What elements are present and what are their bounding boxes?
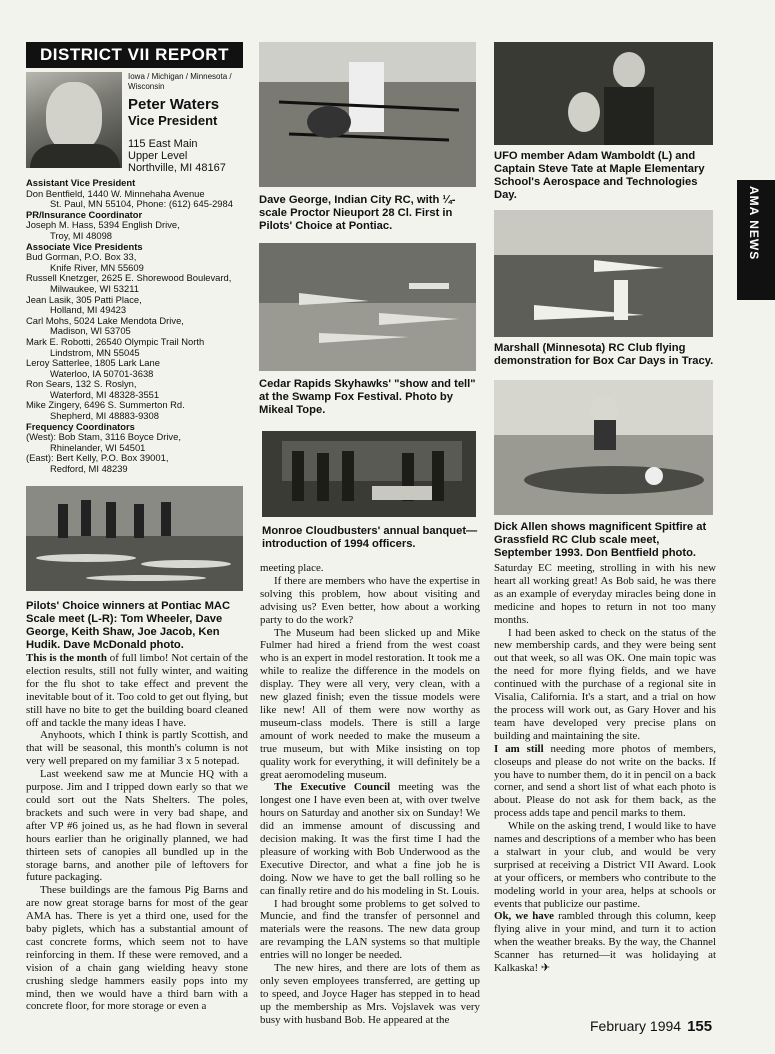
issue-date: February 1994 [590, 1018, 682, 1034]
paragraph-text: Last weekend saw me at Muncie HQ with a purpose. Jim and I tripped down early so that we could sort out the Nats Shelters. The poles, brackets and such were in very bad shape, and after VP #6 joined us, as he had flown in several hours earlier than he originally planned, we had thirteen sets of canopies all bundled up in the storage barns, and another pile of leftovers for future packaging. [26, 768, 248, 884]
paragraph [260, 562, 480, 575]
dick-allen-photo [494, 380, 713, 515]
cedar-rapids-photo [259, 243, 476, 371]
column-2-text [260, 562, 480, 1027]
page-number: 155 [687, 1018, 713, 1035]
page-footer [590, 1018, 712, 1035]
paragraph-text: If there are members who have the expertise in solving this problem, how about visiting and advising us? Even better, how about a working party to do the work? [260, 574, 480, 626]
dave-george-caption: Dave George, Indian City RC, with ¼-scale Proctor Nieuport 28 Cl. First in Pilots' Choice at Pontiac. [259, 194, 456, 232]
pilots-choice-photo [26, 486, 243, 591]
officer-entry: Lindstrom, MN 55045 [50, 346, 140, 358]
region-label: Iowa / Michigan / Minnesota / Wisconsin [128, 72, 232, 91]
officers-list [26, 178, 251, 475]
paragraph-text: rambled through this column, keep flying alive in your mind, and turn it to action when the weather breaks. By the way, the Channel Scanner has returned—it was holidaying at Kalkaska! ✈ [494, 910, 716, 975]
paragraph [260, 962, 480, 1027]
paragraph [26, 884, 248, 1013]
officer-entry: Redford, MI 48239 [50, 463, 128, 475]
paragraph-text: The Museum had been slicked up and Mike Fulmer had hired a friend from the west coast who is an expert in model restoration. It took me a while to realize the difference in the models on display. They were all very, very clean, with a new glazed finish; even the tissue models were like new! All of them were now worthy as museum-class models. There is still a large amount of work needed to make the museum a true museum, but with Mike insisting on top quality work for everything, it will definitely be a great aeromodeling museum. [260, 626, 480, 781]
paragraph-lead: I am still [494, 742, 544, 755]
officer-entry: Rhinelander, WI 54501 [50, 441, 146, 453]
paragraph [260, 781, 480, 897]
dick-allen-caption: Dick Allen shows magnificent Spitfire at Grassfield RC Club scale meet, September 1993. Don Bentfield photo. [494, 521, 707, 559]
paragraph-text: I had been asked to check on the status of the new membership cards, and they were being sent out that week, so all was OK. One main topic was the need for more flying fields, and we have continued with the purchase of a regional site in Visalia, California. It's a start, and a trial on how the process will work out, as Gary Hover and his team have developed very precise plans on building and maintaining the site. [494, 626, 716, 742]
officer-entry: Knife River, MN 55609 [50, 261, 144, 273]
column-3-text [494, 562, 716, 975]
officer-entry: Jean Lasik, 305 Patti Place, [26, 293, 142, 305]
monroe-caption: Monroe Cloudbusters' annual banquet—introduction of 1994 officers. [262, 525, 478, 550]
officer-entry: Shepherd, MI 48883-9308 [50, 410, 159, 422]
officer-entry: Waterloo, IA 50701-3638 [50, 367, 154, 379]
paragraph-lead: The Executive Council [274, 781, 391, 794]
paragraph-text: While on the asking trend, I would like to have names and descriptions of a member who has been a stalwart in your club, and would be very surprised at receiving a District VII Award. Look at your officers, or members who contribute to the modeling world in your area, helps at schools or events that publicize our pastime. [494, 820, 716, 910]
ama-news-side-tab: AMA NEWS [737, 180, 775, 300]
officer-entry: Milwaukee, WI 53211 [50, 282, 139, 294]
officer-entry: Mike Zingery, 6496 S. Summerton Rd. [26, 399, 185, 411]
ufo-caption: UFO member Adam Wamboldt (L) and Captain Steve Tate at Maple Elementary School's Aerospace and Technologies Day. [494, 150, 705, 201]
paragraph-text: The new hires, and there are lots of them as only seven employees transferred, are getting up to speed, and Joyce Hager has stepped in to head up the membership as Mrs. Vojslavek was very busy with husband Bob. He appeared at the [260, 962, 480, 1026]
paragraph [260, 575, 480, 627]
paragraph [26, 768, 248, 884]
vp-name: Peter Waters [128, 96, 220, 113]
paragraph [494, 820, 716, 910]
officer-entry: (West): Bob Stam, 3116 Boyce Drive, [26, 431, 181, 443]
paragraph [260, 898, 480, 963]
paragraph-lead: This is the month [26, 652, 107, 664]
vp-address [128, 138, 226, 174]
paragraph [494, 910, 716, 975]
paragraph-text: I had brought some problems to get solved to Muncie, and find the transfer of personnel and materials were the reasons. The new data group are revamping the LAN systems so that multiple entries will no longer be needed. [260, 897, 480, 962]
paragraph-text: These buildings are the famous Pig Barns and are now great storage barns for most of the gear AMA has. There is yet a third one, used for the baby piglets, which has a substantial amount of cast concrete forms, which seem not to have reinforcing in them. If these were removed, and a vision of a chain gang wielding heavy stone crushing sledge hammers easily pops into my mind, then we would have a third barn with a concrete floor, for more storage or even a [26, 884, 248, 1013]
paragraph [26, 652, 248, 729]
paragraph-text: Anyhoots, which I think is partly Scottish, and that will be seasonal, this month's column is not very well prepared on my familiar 3 x 5 notepad. [26, 729, 248, 768]
marshall-photo [494, 210, 713, 337]
paragraph-text: Saturday EC meeting, strolling in with his new heart all working great! As Bob said, he was there as an example of everyday miracles being done in medicine and hopes to return in not too many months. [494, 562, 716, 626]
officer-entry: Russell Knetzger, 2625 E. Shorewood Boulevard, [26, 272, 232, 284]
officer-entry: Holland, MI 49423 [50, 304, 127, 316]
officer-entry: Troy, MI 48098 [50, 229, 113, 241]
officer-entry: Madison, WI 53705 [50, 325, 131, 337]
address-line: Upper Level [128, 150, 188, 162]
officer-entry: Waterford, MI 48328-3551 [50, 388, 160, 400]
address-line: 115 East Main [128, 138, 198, 150]
vp-portrait-photo [26, 72, 122, 168]
paragraph-lead: Ok, we have [494, 910, 555, 923]
officer-entry: (East): Bert Kelly, P.O. Box 39001, [26, 452, 169, 464]
officer-entry: Mark E. Robotti, 26540 Olympic Trail North [26, 335, 205, 347]
vp-title: Vice President [128, 113, 218, 128]
officer-role-label: Assistant Vice President [26, 177, 136, 188]
pilots-choice-caption: Pilots' Choice winners at Pontiac MAC Scale meet (L-R): Tom Wheeler, Dave George, Keith Shaw, Joe Jacob, Ken Hudik. Dave McDonald photo. [26, 600, 231, 651]
officer-entry: Bud Gorman, P.O. Box 33, [26, 251, 137, 263]
officer-entry: Ron Sears, 132 S. Roslyn, [26, 378, 137, 390]
officer-role-label: PR/Insurance Coordinator [26, 208, 143, 220]
paragraph [494, 743, 716, 820]
marshall-caption: Marshall (Minnesota) RC Club flying demonstration for Box Car Days in Tracy. [494, 342, 714, 367]
officer-entry: Leroy Satterlee, 1805 Lark Lane [26, 357, 160, 369]
paragraph-text: needing more photos of members, closeups and please do not write on the backs. If you have to number them, do it in pencil on a back corner, and send a short list of what each photo is about. Please do not ask for them back, as the process adds tape and pencil marks to them. [494, 742, 716, 820]
paragraph [260, 627, 480, 782]
paragraph-text: meeting place. [260, 562, 324, 574]
officer-entry: Don Bentfield, 1440 W. Minnehaha Avenue [26, 187, 205, 199]
paragraph-text: of full limbo! Not certain of the election results, still not fully winter, and waiting for the flu shot to take effect and prevent the inevitable bout of it. Too cold to get out flying, but still have no bite to get the building board cleaned off and tackle the many ideas I have. [26, 652, 248, 729]
paragraph [494, 627, 716, 743]
officer-entry: St. Paul, MN 55104, Phone: (612) 645-2984 [50, 198, 233, 210]
monroe-photo [262, 431, 476, 517]
officer-entry: Joseph M. Hass, 5394 English Drive, [26, 219, 180, 231]
paragraph [26, 729, 248, 768]
paragraph [494, 562, 716, 627]
section-title: DISTRICT VII REPORT [26, 42, 243, 68]
column-1-text [26, 652, 248, 1013]
officer-role-label: Associate Vice Presidents [26, 240, 143, 252]
dave-george-photo [259, 42, 476, 187]
officer-entry: Carl Mohs, 5024 Lake Mendota Drive, [26, 314, 184, 326]
address-line: Northville, MI 48167 [128, 162, 226, 174]
officer-role-label: Frequency Coordinators [26, 420, 135, 432]
cedar-rapids-caption: Cedar Rapids Skyhawks' "show and tell" at the Swamp Fox Festival. Photo by Mikeal Tope. [259, 378, 476, 416]
ufo-member-photo [494, 42, 713, 145]
paragraph-text: meeting was the longest one I have even been at, with over twelve hours on Saturday and another six on Sunday! We did an immense amount of discussing and decision making. It was the first time I had the pleasure of working with Bob Underwood as the Executive Director, and what a fine job he is doing. Now we have to get the ball rolling so he can finally retire and do his modeling in St. Louis. [260, 781, 480, 897]
